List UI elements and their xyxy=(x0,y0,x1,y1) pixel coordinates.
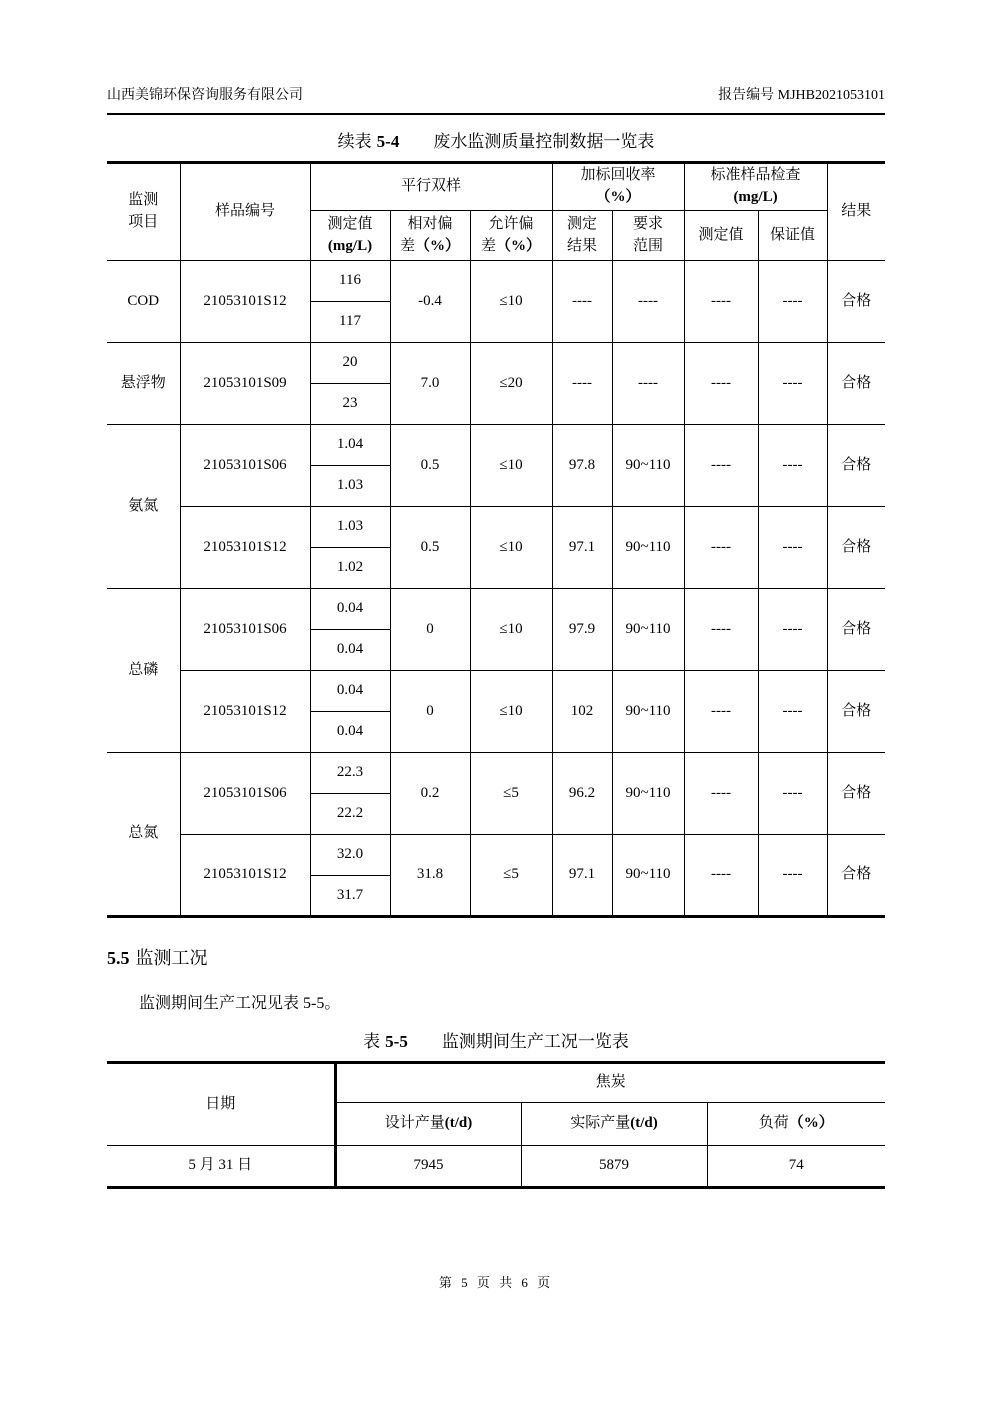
std-guaranteed-cell: ---- xyxy=(758,671,827,753)
measured-value-2-cell: 117 xyxy=(310,302,390,343)
relative-deviation-cell: 0.5 xyxy=(390,507,470,589)
spike-result-cell: 97.9 xyxy=(552,589,612,671)
wastewater-qc-table xyxy=(107,161,885,918)
load-value-cell: 74 xyxy=(707,1146,885,1188)
measured-value-2-cell: 23 xyxy=(310,384,390,425)
header-parallel-samples: 平行双样 xyxy=(310,163,552,211)
table-row xyxy=(107,589,885,630)
measured-value-1-cell: 0.04 xyxy=(310,671,390,712)
spike-result-cell: 96.2 xyxy=(552,753,612,835)
caption-title: 监测期间生产工况一览表 xyxy=(441,1032,629,1051)
std-measured-cell: ---- xyxy=(684,425,758,507)
required-range-cell: 90~110 xyxy=(612,835,684,917)
std-measured-cell: ---- xyxy=(684,753,758,835)
header-required-range: 要求 范围 xyxy=(612,211,684,261)
result-cell: 合格 xyxy=(827,753,885,835)
caption-prefix: 表 xyxy=(363,1032,381,1051)
table-row xyxy=(107,425,885,466)
measured-value-2-cell: 0.04 xyxy=(310,712,390,753)
measured-value-1-cell: 1.03 xyxy=(310,507,390,548)
relative-deviation-cell: 31.8 xyxy=(390,835,470,917)
measured-value-2-cell: 22.2 xyxy=(310,794,390,835)
section-title: 监测工况 xyxy=(135,948,208,968)
result-cell: 合格 xyxy=(827,589,885,671)
sample-id-cell: 21053101S12 xyxy=(180,835,310,917)
std-guaranteed-cell: ---- xyxy=(758,753,827,835)
sample-id-cell: 21053101S09 xyxy=(180,343,310,425)
std-measured-cell: ---- xyxy=(684,343,758,425)
measured-value-2-cell: 31.7 xyxy=(310,876,390,917)
sample-id-cell: 21053101S06 xyxy=(180,589,310,671)
header-divider xyxy=(107,113,885,115)
std-measured-cell: ---- xyxy=(684,507,758,589)
required-range-cell: ---- xyxy=(612,343,684,425)
allowed-deviation-cell: ≤5 xyxy=(470,753,552,835)
header-measured-value: 测定值 (mg/L) xyxy=(310,211,390,261)
allowed-deviation-cell: ≤10 xyxy=(470,425,552,507)
std-guaranteed-cell: ---- xyxy=(758,507,827,589)
sample-id-cell: 21053101S12 xyxy=(180,507,310,589)
std-guaranteed-cell: ---- xyxy=(758,589,827,671)
std-guaranteed-cell: ---- xyxy=(758,425,827,507)
required-range-cell: 90~110 xyxy=(612,671,684,753)
std-measured-cell: ---- xyxy=(684,261,758,343)
table-5-5-caption xyxy=(107,1027,885,1052)
measured-value-2-cell: 1.03 xyxy=(310,466,390,507)
required-range-cell: 90~110 xyxy=(612,507,684,589)
relative-deviation-cell: 7.0 xyxy=(390,343,470,425)
allowed-deviation-cell: ≤10 xyxy=(470,589,552,671)
required-range-cell: 90~110 xyxy=(612,753,684,835)
table-row xyxy=(107,507,885,548)
design-output-value-cell: 7945 xyxy=(335,1146,521,1188)
table-row xyxy=(107,343,885,384)
header-standard-check: 标准样品检查 (mg/L) xyxy=(684,163,827,211)
std-guaranteed-cell: ---- xyxy=(758,261,827,343)
spike-result-cell: 97.8 xyxy=(552,425,612,507)
sample-id-cell: 21053101S12 xyxy=(180,671,310,753)
allowed-deviation-cell: ≤10 xyxy=(470,507,552,589)
measured-value-1-cell: 1.04 xyxy=(310,425,390,466)
caption-prefix: 续表 xyxy=(337,132,372,151)
relative-deviation-cell: -0.4 xyxy=(390,261,470,343)
measured-value-2-cell: 0.04 xyxy=(310,630,390,671)
measured-value-1-cell: 32.0 xyxy=(310,835,390,876)
result-cell: 合格 xyxy=(827,261,885,343)
monitor-item-cell: 氨氮 xyxy=(107,425,180,589)
header-sample-no: 样品编号 xyxy=(180,163,310,261)
table-5-4-caption xyxy=(107,127,885,152)
page-header xyxy=(107,84,885,104)
header-spike-recovery: 加标回收率 （%） xyxy=(552,163,684,211)
measured-value-1-cell: 22.3 xyxy=(310,753,390,794)
std-measured-cell: ---- xyxy=(684,835,758,917)
std-guaranteed-cell: ---- xyxy=(758,835,827,917)
production-status-table xyxy=(107,1061,885,1189)
relative-deviation-cell: 0.5 xyxy=(390,425,470,507)
table-row xyxy=(107,835,885,876)
allowed-deviation-cell: ≤5 xyxy=(470,835,552,917)
table-row xyxy=(107,753,885,794)
table-row xyxy=(107,671,885,712)
allowed-deviation-cell: ≤10 xyxy=(470,261,552,343)
sample-id-cell: 21053101S06 xyxy=(180,425,310,507)
relative-deviation-cell: 0 xyxy=(390,671,470,753)
std-guaranteed-cell: ---- xyxy=(758,343,827,425)
std-measured-cell: ---- xyxy=(684,589,758,671)
header-std-measured: 测定值 xyxy=(684,211,758,261)
coke-group-header-cell: 焦炭 xyxy=(335,1063,885,1103)
caption-number: 5-5 xyxy=(385,1032,408,1051)
header-spike-measured: 测定 结果 xyxy=(552,211,612,261)
section-paragraph: 监测期间生产工况见表 5-5。 xyxy=(139,995,341,1012)
company-name: 山西美锦环保咨询服务有限公司 xyxy=(107,88,303,103)
design-output-header-cell: 设计产量(t/d) xyxy=(335,1103,521,1146)
allowed-deviation-cell: ≤20 xyxy=(470,343,552,425)
section-5-5-heading xyxy=(107,944,885,970)
result-cell: 合格 xyxy=(827,507,885,589)
allowed-deviation-cell: ≤10 xyxy=(470,671,552,753)
table-row xyxy=(107,261,885,302)
sample-id-cell: 21053101S12 xyxy=(180,261,310,343)
header-relative-deviation: 相对偏 差（%） xyxy=(390,211,470,261)
result-cell: 合格 xyxy=(827,835,885,917)
measured-value-1-cell: 116 xyxy=(310,261,390,302)
result-cell: 合格 xyxy=(827,671,885,753)
date-value-cell: 5 月 31 日 xyxy=(107,1146,335,1188)
section-number: 5.5 xyxy=(107,948,130,968)
std-measured-cell: ---- xyxy=(684,671,758,753)
header-allowed-deviation: 允许偏 差（%） xyxy=(470,211,552,261)
report-number: 报告编号 MJHB2021053101 xyxy=(718,88,885,103)
required-range-cell: 90~110 xyxy=(612,589,684,671)
monitor-item-cell: 悬浮物 xyxy=(107,343,180,425)
relative-deviation-cell: 0.2 xyxy=(390,753,470,835)
load-header-cell: 负荷（%） xyxy=(707,1103,885,1146)
monitor-item-cell: 总氮 xyxy=(107,753,180,917)
result-cell: 合格 xyxy=(827,343,885,425)
page-footer: 第 5 页 共 6 页 xyxy=(438,1275,554,1290)
spike-result-cell: 97.1 xyxy=(552,507,612,589)
page-content xyxy=(107,0,885,1189)
measured-value-1-cell: 0.04 xyxy=(310,589,390,630)
monitor-item-cell: 总磷 xyxy=(107,589,180,753)
required-range-cell: 90~110 xyxy=(612,425,684,507)
header-result: 结果 xyxy=(827,163,885,261)
spike-result-cell: 102 xyxy=(552,671,612,753)
spike-result-cell: 97.1 xyxy=(552,835,612,917)
header-monitor-item: 监测 项目 xyxy=(107,163,180,261)
monitor-item-cell: COD xyxy=(107,261,180,343)
header-std-guaranteed: 保证值 xyxy=(758,211,827,261)
relative-deviation-cell: 0 xyxy=(390,589,470,671)
date-header-cell: 日期 xyxy=(107,1063,335,1146)
actual-output-header-cell: 实际产量(t/d) xyxy=(521,1103,707,1146)
required-range-cell: ---- xyxy=(612,261,684,343)
sample-id-cell: 21053101S06 xyxy=(180,753,310,835)
measured-value-2-cell: 1.02 xyxy=(310,548,390,589)
spike-result-cell: ---- xyxy=(552,261,612,343)
caption-title: 废水监测质量控制数据一览表 xyxy=(433,132,655,151)
actual-output-value-cell: 5879 xyxy=(521,1146,707,1188)
caption-number: 5-4 xyxy=(376,132,400,151)
spike-result-cell: ---- xyxy=(552,343,612,425)
measured-value-1-cell: 20 xyxy=(310,343,390,384)
result-cell: 合格 xyxy=(827,425,885,507)
